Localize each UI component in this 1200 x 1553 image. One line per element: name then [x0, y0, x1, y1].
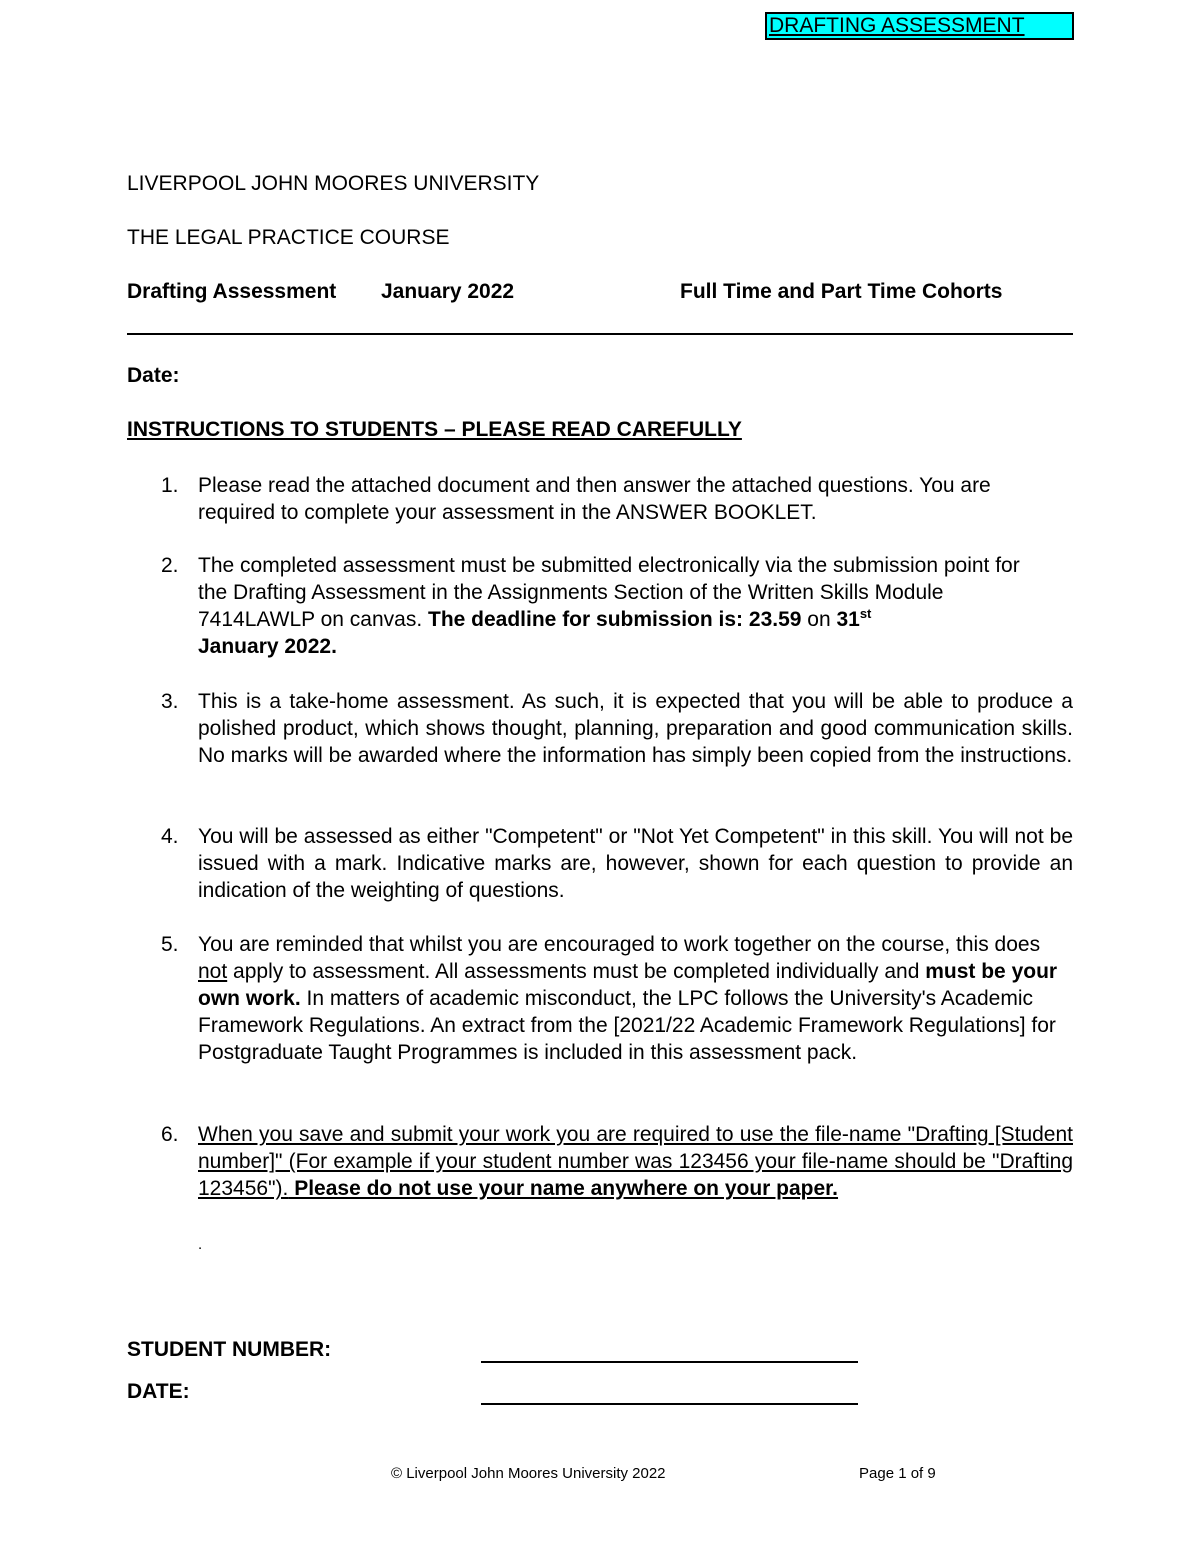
emphasis-not: not [198, 960, 228, 983]
item-text-part: on [801, 608, 837, 631]
item-text-part: In matters of academic misconduct, the LPC follows the University's Academic Framework Regulations. An extract from the [2021/22 Academic Framework Regulations] for Postgraduate Taught Programmes is included in this assessment pack. [198, 987, 1056, 1064]
deadline-month: January 2022. [198, 635, 337, 658]
header-label: DRAFTING ASSESSMENT [769, 14, 1025, 37]
trailing-period: . [198, 1236, 203, 1253]
item-text-part: apply to assessment. All assessments must be completed individually and [227, 960, 926, 983]
date-field-label: DATE: [127, 1380, 190, 1403]
filename-instruction: When you save and submit your work you are required to use the file-name "Drafting [Student number]" (For example if your student number was 123456 your file-name should be "Drafting 123456"). [198, 1123, 1073, 1200]
date-field-line[interactable] [481, 1403, 858, 1405]
own-work-emphasis: must be your own work. [198, 960, 1058, 1010]
item-text [198, 552, 1043, 660]
date-label: Date: [127, 364, 180, 387]
student-number-line[interactable] [481, 1361, 858, 1363]
item-text: Please read the attached document and then answer the attached questions. You are required to complete your assessment in the ANSWER BOOKLET. [198, 474, 991, 524]
item-text: You will be assessed as either "Competent" or "Not Yet Competent" in this skill. You will not be issued with a mark. Indicative marks are, however, shown for each question to provide an indication of the weighting of questions. [198, 825, 1073, 902]
item-number: 3. [161, 690, 179, 713]
cohorts: Full Time and Part Time Cohorts [680, 280, 1003, 303]
item-number: 2. [161, 554, 179, 577]
instructions-heading: INSTRUCTIONS TO STUDENTS – PLEASE READ CAREFULLY [127, 418, 742, 441]
assessment-title: Drafting Assessment [127, 280, 337, 303]
course-name: THE LEGAL PRACTICE COURSE [127, 226, 450, 249]
title-divider [127, 333, 1073, 335]
deadline-day: 31 [836, 608, 860, 631]
student-number-label: STUDENT NUMBER: [127, 1338, 332, 1361]
item-text [198, 931, 1068, 1066]
assessment-date: January 2022 [381, 280, 515, 303]
item-text [198, 1121, 1073, 1202]
item-number: 4. [161, 825, 179, 848]
no-name-warning: Please do not use your name anywhere on your paper. [288, 1177, 839, 1200]
university-name: LIVERPOOL JOHN MOORES UNIVERSITY [127, 172, 540, 195]
item-text-part: You are reminded that whilst you are encouraged to work together on the course, this does [198, 933, 1041, 956]
item-number: 1. [161, 474, 179, 497]
deadline-text: The deadline for submission is: 23.59 [428, 608, 802, 631]
footer-page-number: Page 1 of 9 [859, 1465, 936, 1482]
ordinal-suffix: st [859, 606, 872, 621]
header-label-box [765, 12, 1074, 40]
item-text: This is a take-home assessment. As such, it is expected that you will be able to produce a polished product, which shows thought, planning, preparation and good communication skills. No marks will be awarded where the information has simply been copied from the instructions. [198, 690, 1073, 767]
item-text-part: The completed assessment must be submitted electronically via the submission point for the Drafting Assessment in the Assignments Section of the Written Skills Module 7414LAWLP on canvas. [198, 554, 1020, 631]
item-number: 5. [161, 933, 179, 956]
item-number: 6. [161, 1123, 179, 1146]
footer-copyright: © Liverpool John Moores University 2022 [391, 1465, 666, 1482]
